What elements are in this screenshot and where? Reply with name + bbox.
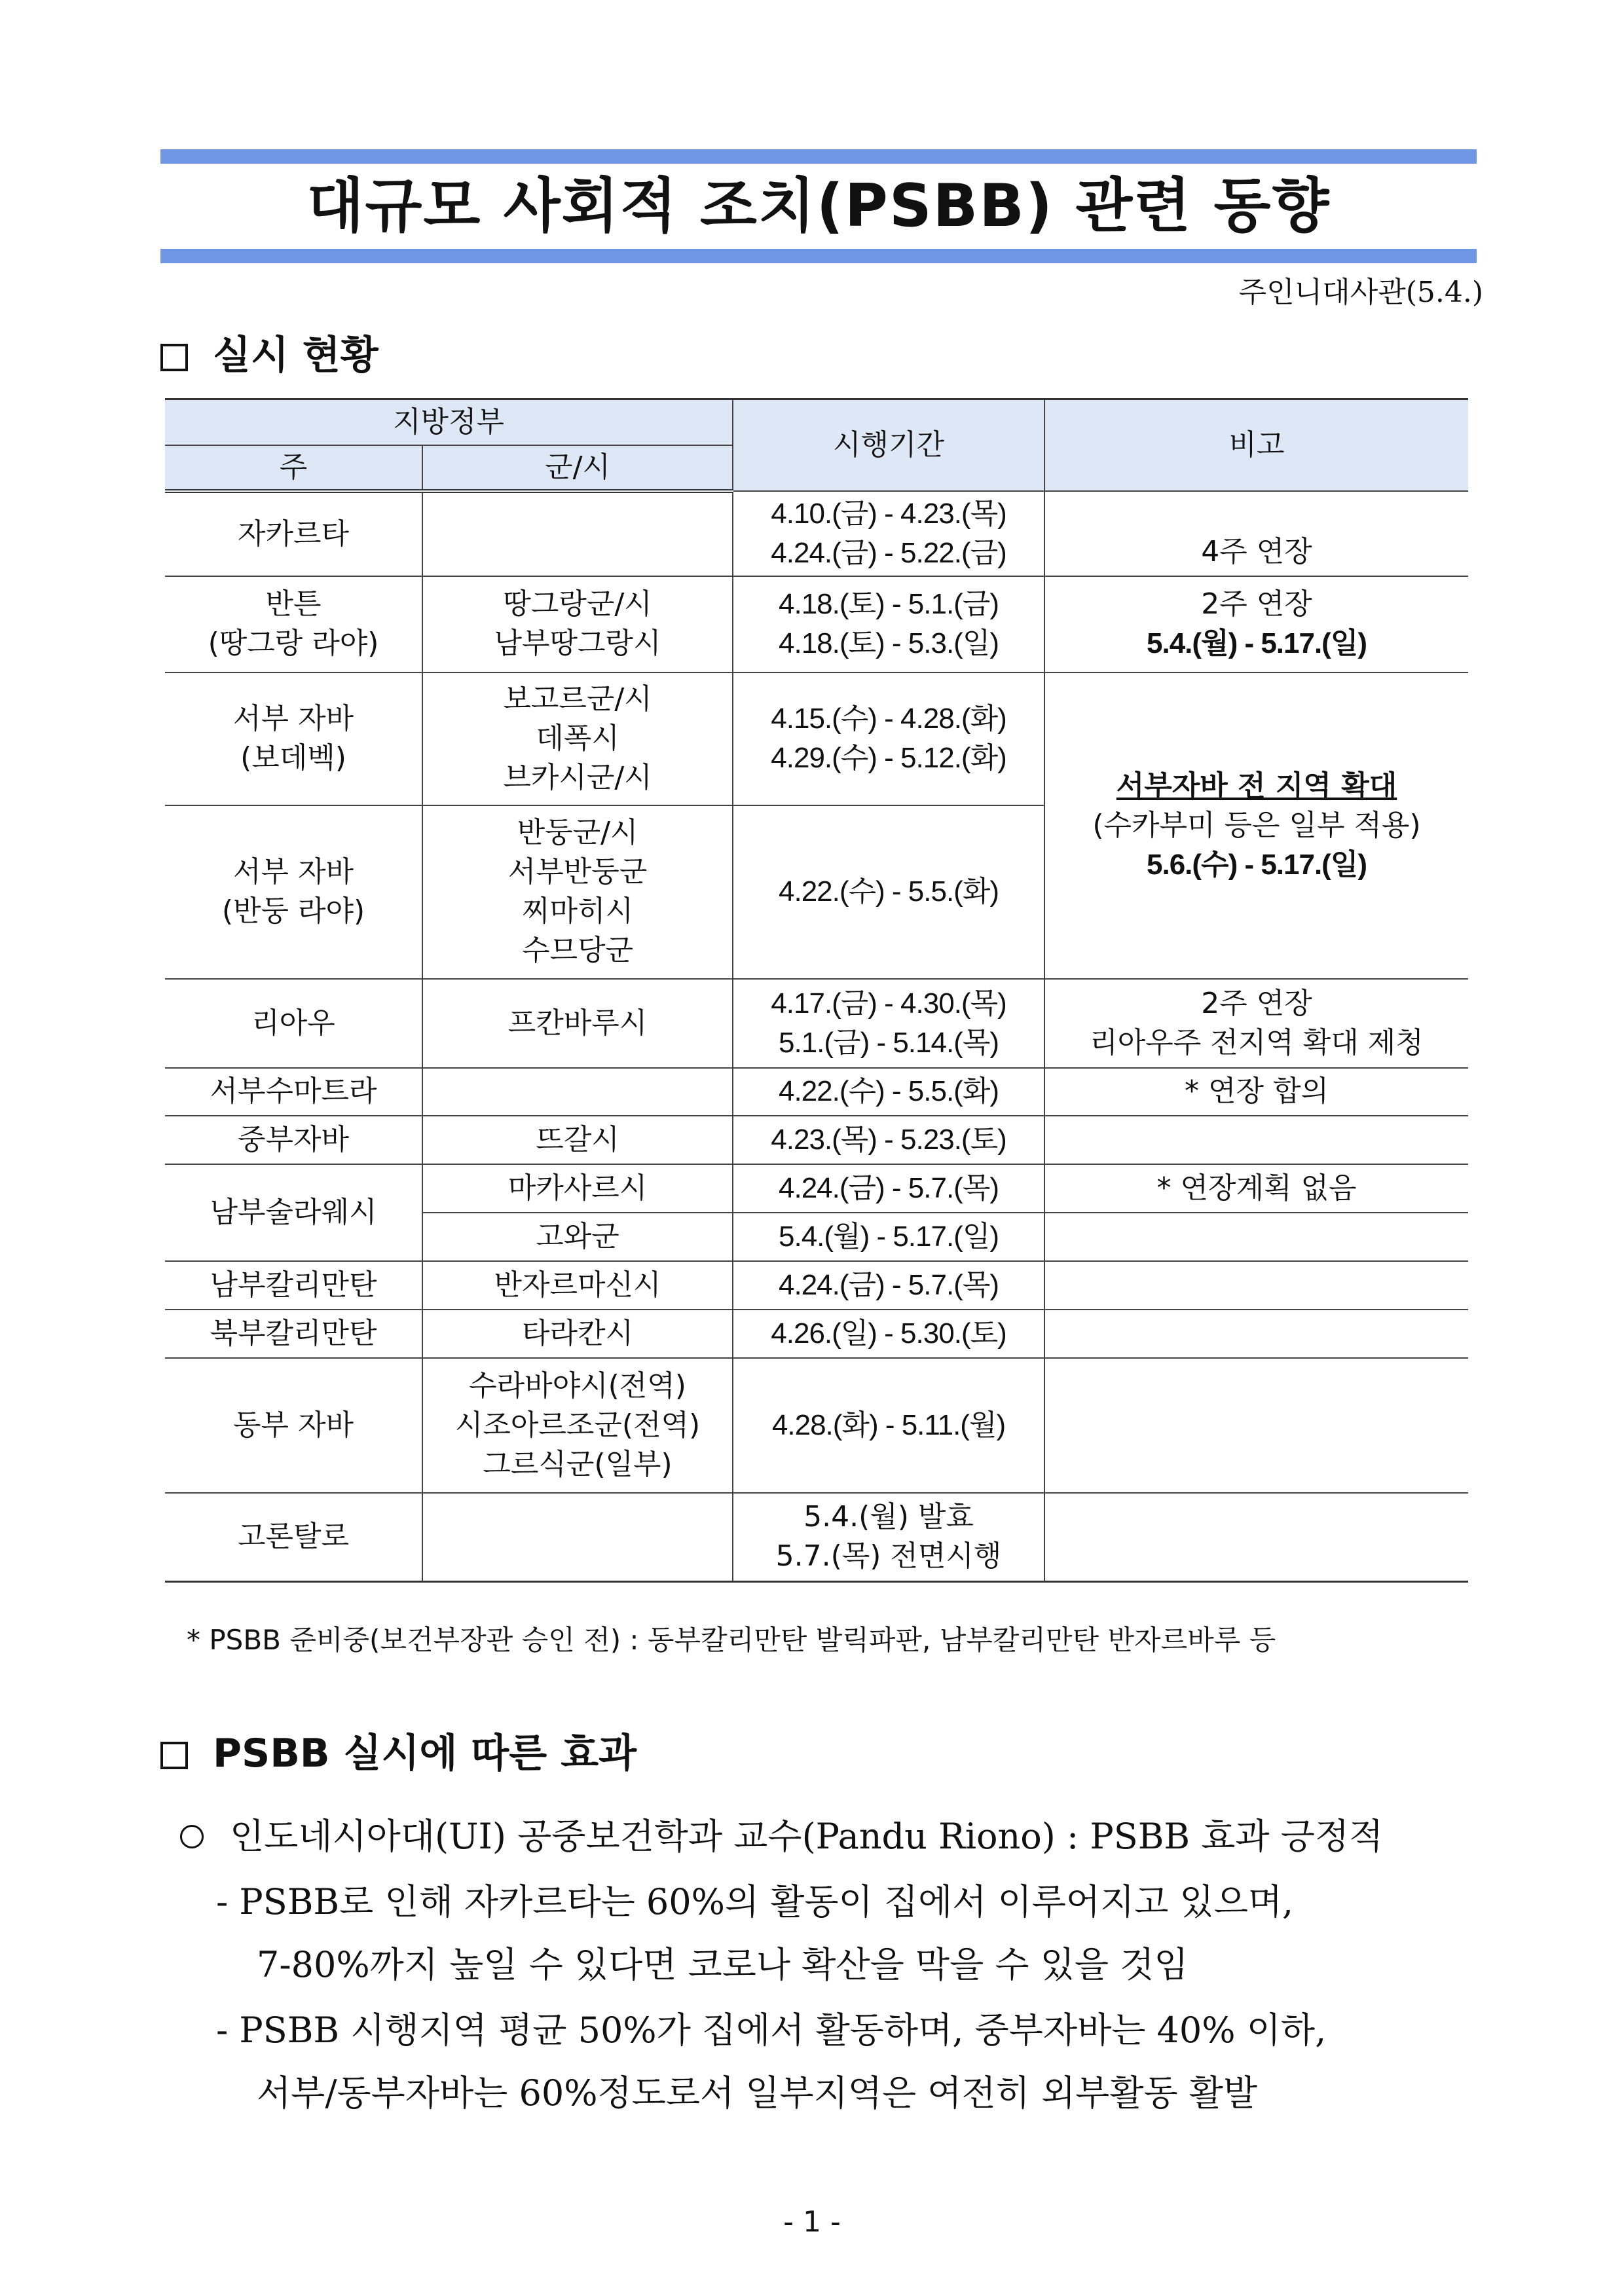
dash-item-continuation: 서부/동부자바는 60%정도로서 일부지역은 여전히 외부활동 활발 [257, 2072, 1258, 2114]
circle-bullet-icon [180, 1825, 204, 1848]
note-cell [1044, 1310, 1468, 1358]
city-cell: 뜨갈시 [422, 1116, 733, 1164]
title-top-bar [160, 149, 1477, 164]
province-cell: 북부칼리만탄 [165, 1310, 422, 1358]
city-cell: 마카사르시 [422, 1164, 733, 1213]
period-cell: 4.28.(화) - 5.11.(월) [733, 1358, 1044, 1493]
city-cell [422, 491, 733, 576]
note-cell [1044, 1116, 1468, 1164]
section-heading-effects [160, 1722, 637, 1778]
province-cell: 고론탈로 [165, 1493, 422, 1582]
period-cell: 4.22.(수) - 5.5.(화) [733, 1068, 1044, 1116]
period-cell: 4.15.(수) - 4.28.(화) 4.29.(수) - 5.12.(화) [733, 672, 1044, 805]
table-row [165, 1116, 1468, 1164]
table-row [165, 1261, 1468, 1310]
header-province: 주 [165, 445, 422, 491]
period-cell: 5.4.(월) 발효 5.7.(목) 전면시행 [733, 1493, 1044, 1582]
city-cell: 수라바야시(전역) 시조아르조군(전역) 그르식군(일부) [422, 1358, 733, 1493]
source-label: 주인니대사관(5.4.) [1238, 276, 1483, 309]
section-title: PSBB 실시에 따른 효과 [213, 1731, 637, 1776]
province-cell: 자카르타 [165, 491, 422, 576]
province-cell: 반튼 (땅그랑 라야) [165, 576, 422, 672]
header-period: 시행기간 [733, 399, 1044, 491]
table-row [165, 1068, 1468, 1116]
province-cell: 남부칼리만탄 [165, 1261, 422, 1310]
table-row [165, 491, 1468, 576]
province-cell: 동부 자바 [165, 1358, 422, 1493]
table-row [165, 1164, 1468, 1213]
province-cell: 서부수마트라 [165, 1068, 422, 1116]
dash-item-continuation: 7-80%까지 높일 수 있다면 코로나 확산을 막을 수 있을 것임 [257, 1944, 1189, 1985]
bullet-item [180, 1808, 1383, 1859]
period-cell: 4.26.(일) - 5.30.(토) [733, 1310, 1044, 1358]
note-cell: 4주 연장 [1044, 491, 1468, 576]
footnote: * PSBB 준비중(보건부장관 승인 전) : 동부칼리만탄 발릭파판, 남부칼리만탄 반자르바루 등 [187, 1624, 1276, 1656]
table-row [165, 576, 1468, 672]
note-cell: * 연장계획 없음 [1044, 1164, 1468, 1213]
note-cell: 2주 연장 리아우주 전지역 확대 제청 [1044, 979, 1468, 1068]
period-cell: 4.17.(금) - 4.30.(목) 5.1.(금) - 5.14.(목) [733, 979, 1044, 1068]
city-cell [422, 1493, 733, 1582]
table-row [165, 1358, 1468, 1493]
note-cell: * 연장 합의 [1044, 1068, 1468, 1116]
note-cell [1044, 1213, 1468, 1261]
note-cell-west-java: 서부자바 전 지역 확대 (수카부미 등은 일부 적용) 5.6.(수) - 5.17.(일) [1044, 672, 1468, 979]
city-cell: 반둥군/시 서부반둥군 찌마히시 수므당군 [422, 805, 733, 979]
city-cell: 반자르마신시 [422, 1261, 733, 1310]
province-cell: 리아우 [165, 979, 422, 1068]
table-row [165, 1310, 1468, 1358]
page-number: - 1 - [783, 2205, 841, 2239]
period-cell: 4.22.(수) - 5.5.(화) [733, 805, 1044, 979]
note-cell [1044, 1493, 1468, 1582]
header-city: 군/시 [422, 445, 733, 491]
section-title: 실시 현황 [213, 333, 378, 378]
checkbox-square-icon [160, 1742, 188, 1769]
province-cell: 중부자바 [165, 1116, 422, 1164]
dash-item: - PSBB 시행지역 평균 50%가 집에서 활동하며, 중부자바는 40% 이하, [216, 2010, 1327, 2051]
city-cell: 프칸바루시 [422, 979, 733, 1068]
city-cell: 타라칸시 [422, 1310, 733, 1358]
period-cell: 4.24.(금) - 5.7.(목) [733, 1164, 1044, 1213]
page-title: 대규모 사회적 조치(PSBB) 관련 동향 [306, 172, 1331, 240]
title-bottom-bar [160, 249, 1477, 263]
province-cell: 서부 자바 (반둥 라야) [165, 805, 422, 979]
city-cell: 땅그랑군/시 남부땅그랑시 [422, 576, 733, 672]
province-cell: 남부술라웨시 [165, 1164, 422, 1261]
table-row [165, 672, 1468, 805]
psbb-status-table [165, 398, 1468, 1583]
dash-item: - PSBB로 인해 자카르타는 60%의 활동이 집에서 이루어지고 있으며, [216, 1881, 1294, 1922]
table-row [165, 979, 1468, 1068]
period-cell: 5.4.(월) - 5.17.(일) [733, 1213, 1044, 1261]
period-cell: 4.23.(목) - 5.23.(토) [733, 1116, 1044, 1164]
section-heading-status [160, 324, 378, 380]
city-cell: 보고르군/시 데폭시 브카시군/시 [422, 672, 733, 805]
period-cell: 4.10.(금) - 4.23.(목) 4.24.(금) - 5.22.(금) [733, 491, 1044, 576]
city-cell [422, 1068, 733, 1116]
table-row [165, 1493, 1468, 1582]
city-cell: 고와군 [422, 1213, 733, 1261]
checkbox-square-icon [160, 344, 188, 371]
period-cell: 4.18.(토) - 5.1.(금) 4.18.(토) - 5.3.(일) [733, 576, 1044, 672]
province-cell: 서부 자바 (보데벡) [165, 672, 422, 805]
note-cell [1044, 1261, 1468, 1310]
note-cell [1044, 1358, 1468, 1493]
note-cell: 2주 연장 5.4.(월) - 5.17.(일) [1044, 576, 1468, 672]
bullet-text: 인도네시아대(UI) 공중보건학과 교수(Pandu Riono) : PSBB 효과 긍정적 [230, 1816, 1384, 1857]
header-note: 비고 [1044, 399, 1468, 491]
period-cell: 4.24.(금) - 5.7.(목) [733, 1261, 1044, 1310]
header-local-government: 지방정부 [165, 399, 733, 445]
